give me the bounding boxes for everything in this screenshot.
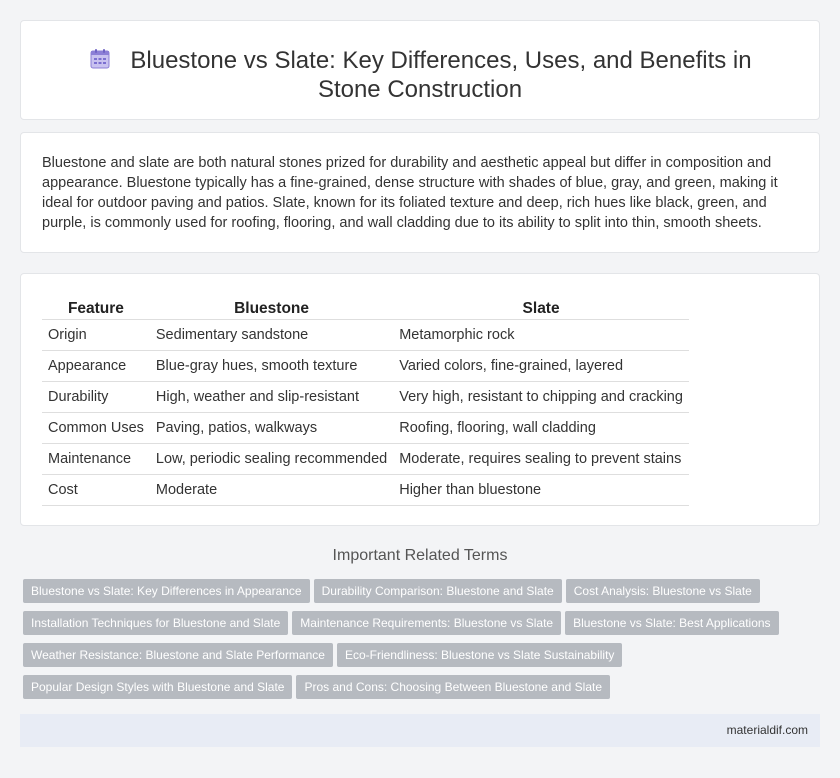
related-term-tag[interactable]: Bluestone vs Slate: Best Applications	[565, 611, 778, 635]
footer	[20, 714, 820, 747]
table-row	[42, 412, 689, 443]
intro-paragraph: Bluestone and slate are both natural stones prized for durability and aesthetic appeal but differ in composition and appearance. Bluestone typically has a fine-grained, dense structure with shades of blue, gray, and green, making it ideal for outdoor paving and patios. Slate, known for its foliated texture and deep, rich hues like black, green, and purple, is commonly used for roofing, flooring, and wall cladding due to its ability to split into thin, smooth sheets.	[42, 155, 778, 231]
table-cell: Blue-gray hues, smooth texture	[150, 350, 393, 381]
table-row	[42, 350, 689, 381]
page-title	[21, 46, 819, 104]
table-cell: Common Uses	[42, 412, 150, 443]
table-cell: Durability	[42, 381, 150, 412]
column-header-slate: Slate	[522, 299, 560, 317]
intro-card	[20, 132, 820, 253]
page-title-text: Bluestone vs Slate: Key Differences, Uses, and Benefits in Stone Construction	[130, 47, 752, 103]
related-term-tag[interactable]: Bluestone vs Slate: Key Differences in Appearance	[23, 579, 310, 603]
table-cell: Origin	[42, 319, 150, 350]
table-cell: Moderate, requires sealing to prevent stains	[393, 443, 689, 474]
column-header-bluestone: Bluestone	[234, 299, 310, 317]
table-row	[42, 381, 689, 412]
table-cell: Cost	[42, 474, 150, 505]
calendar-icon	[88, 47, 112, 71]
comparison-card	[20, 273, 820, 526]
table-cell: Sedimentary sandstone	[150, 319, 393, 350]
table-row	[42, 474, 689, 505]
table-cell: Varied colors, fine-grained, layered	[393, 350, 689, 381]
related-terms-list	[23, 579, 823, 707]
table-cell: Roofing, flooring, wall cladding	[393, 412, 689, 443]
related-term-tag[interactable]: Eco-Friendliness: Bluestone vs Slate Sustainability	[337, 643, 622, 667]
comparison-table	[42, 297, 689, 506]
related-term-tag[interactable]: Popular Design Styles with Bluestone and Slate	[23, 675, 292, 699]
table-header-row	[42, 297, 689, 319]
table-cell: Higher than bluestone	[393, 474, 689, 505]
table-cell: Low, periodic sealing recommended	[150, 443, 393, 474]
related-term-tag[interactable]: Pros and Cons: Choosing Between Bluestone and Slate	[296, 675, 610, 699]
table-cell: Appearance	[42, 350, 150, 381]
table-cell: High, weather and slip-resistant	[150, 381, 393, 412]
related-terms-heading: Important Related Terms	[332, 547, 508, 564]
table-cell: Metamorphic rock	[393, 319, 689, 350]
header-card	[20, 20, 820, 120]
related-term-tag[interactable]: Installation Techniques for Bluestone and Slate	[23, 611, 288, 635]
site-name[interactable]: materialdif.com	[726, 723, 808, 737]
related-term-tag[interactable]: Durability Comparison: Bluestone and Slate	[314, 579, 562, 603]
column-header-feature: Feature	[67, 299, 124, 317]
related-term-tag[interactable]: Weather Resistance: Bluestone and Slate Performance	[23, 643, 333, 667]
related-term-tag[interactable]: Maintenance Requirements: Bluestone vs Slate	[292, 611, 561, 635]
table-cell: Very high, resistant to chipping and cracking	[393, 381, 689, 412]
table-row	[42, 443, 689, 474]
table-cell: Moderate	[150, 474, 393, 505]
table-cell: Paving, patios, walkways	[150, 412, 393, 443]
related-term-tag[interactable]: Cost Analysis: Bluestone vs Slate	[566, 579, 760, 603]
table-row	[42, 319, 689, 350]
table-cell: Maintenance	[42, 443, 150, 474]
